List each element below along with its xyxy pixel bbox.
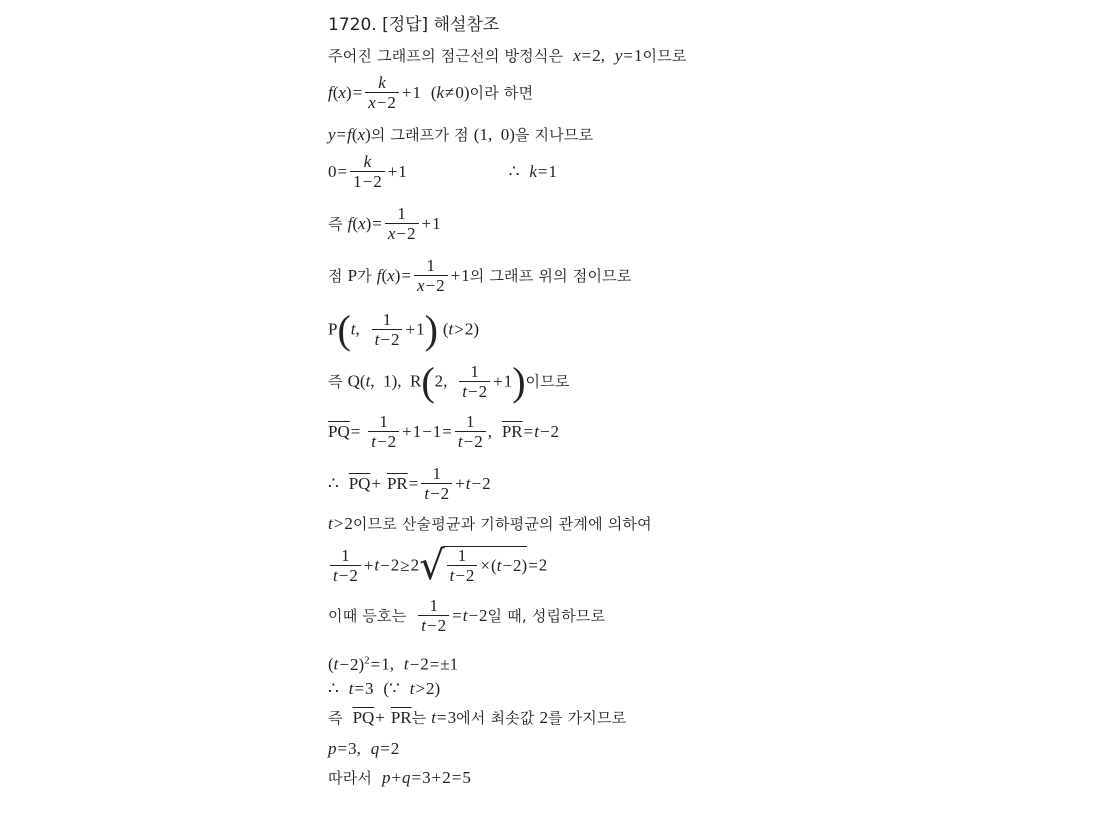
fraction: $\frac{1}{t-2}$ (368, 413, 399, 452)
text: 일 때, 성립하므로 (487, 607, 606, 625)
fraction: $\frac{1}{x-2}$ (414, 257, 448, 296)
line-q-r-coords: 즉 Q(t, 1), R(2, $\frac{1}{t-2}$ +1)이므로 (328, 359, 570, 404)
square-root: $\frac{1}{t-2}$ ×(t−2) (443, 546, 528, 586)
line-pq-pr: $\overline{PQ}=$ $\frac{1}{t-2}$ +1−1= $\frac{1}{t-2}$ , $\overline{PR}=t-2$ (328, 412, 560, 451)
solution-title: 1720. [정답] 해설참조 (328, 15, 500, 35)
fraction: $\frac{1}{t-2}$ (330, 547, 361, 586)
line-asymptote: 주어진 그래프의 점근선의 방정식은 x=2, y=1이므로 (328, 46, 687, 65)
fraction: $\frac{1}{t-2}$ (372, 311, 403, 350)
line-p-q-values: p=3, q=2 (328, 739, 400, 758)
text: 이때 등호는 (328, 607, 407, 625)
text: 즉 (328, 372, 343, 391)
fraction: $\frac{1}{t-2}$ (447, 547, 478, 586)
line-equality: 이때 등호는 $\frac{1}{t-2}$ =t−2일 때, 성립하므로 (328, 596, 606, 635)
text: 이므로 산술평균과 기하평균의 관계에 의하여 (352, 515, 652, 533)
fraction: $\frac{k}{1-2}$ (350, 153, 385, 192)
text: 에서 최솟값 (456, 709, 535, 727)
fraction: $\frac{1}{t-2}$ (418, 597, 449, 636)
fraction: $\frac{1}{t-2}$ (455, 413, 486, 452)
text: 의 그래프가 점 (370, 126, 469, 144)
line-inequality: $\frac{1}{t-2}$ +t−2≥2√ $\frac{1}{t-2}$ ×(t−2)=2 (328, 546, 547, 586)
text: 가 (357, 267, 372, 285)
text: 이므로 (642, 47, 687, 65)
fraction: $\frac{1}{t-2}$ (421, 465, 452, 504)
text: 는 (411, 709, 427, 727)
fraction: $\frac{1}{t-2}$ (459, 363, 490, 402)
line-function-result: 즉 f(x)= $\frac{1}{x-2}$ +1 (328, 204, 441, 243)
text: 즉 (328, 215, 343, 233)
line-am-gm: t>2이므로 산술평균과 기하평균의 관계에 의하여 (328, 514, 652, 533)
text: 을 지나므로 (514, 126, 594, 144)
text: 를 가지므로 (547, 709, 627, 727)
text: 점 (328, 267, 343, 285)
line-square: $(t-2)^2=1$, t−2=±1 (328, 654, 459, 674)
text: 따라서 (328, 769, 373, 787)
text: 주어진 그래프의 점근선의 방정식은 (328, 47, 564, 65)
line-passes-point: y=f(x)의 그래프가 점 (1, 0)을 지나므로 (328, 125, 594, 144)
fraction: $\frac{1}{x-2}$ (385, 205, 419, 244)
text: 이므로 (525, 372, 570, 391)
line-t-value: ∴ t=3 (∵ t>2) (328, 679, 441, 698)
text: 즉 (328, 709, 343, 727)
line-sum: ∴ $\overline{PQ}+ \overline{PR}=$ $\frac{1}{t-2}$ +t−2 (328, 464, 491, 503)
text: 의 그래프 위의 점이므로 (469, 267, 632, 285)
line-function-form: f(x)= $\frac{k}{x-2}$ +1 (k≠0)이라 하면 (328, 73, 534, 112)
line-p-coords: P(t, $\frac{1}{t-2}$ +1) (t>2) (328, 307, 479, 352)
line-minimum: 즉 $\overline{PQ}+ \overline{PR}$는 t=3에서 최솟값 2를 가지므로 (328, 708, 627, 727)
text: 이라 하면 (469, 84, 534, 102)
fraction: $\frac{k}{x-2}$ (365, 74, 399, 113)
line-final-answer: 따라서 p+q=3+2=5 (328, 768, 471, 787)
line-point-p: 점 P가 f(x)= $\frac{1}{x-2}$ +1의 그래프 위의 점이므로 (328, 256, 632, 295)
line-solve-k: 0= $\frac{k}{1-2}$ +1 ∴ k=1 (328, 152, 557, 191)
